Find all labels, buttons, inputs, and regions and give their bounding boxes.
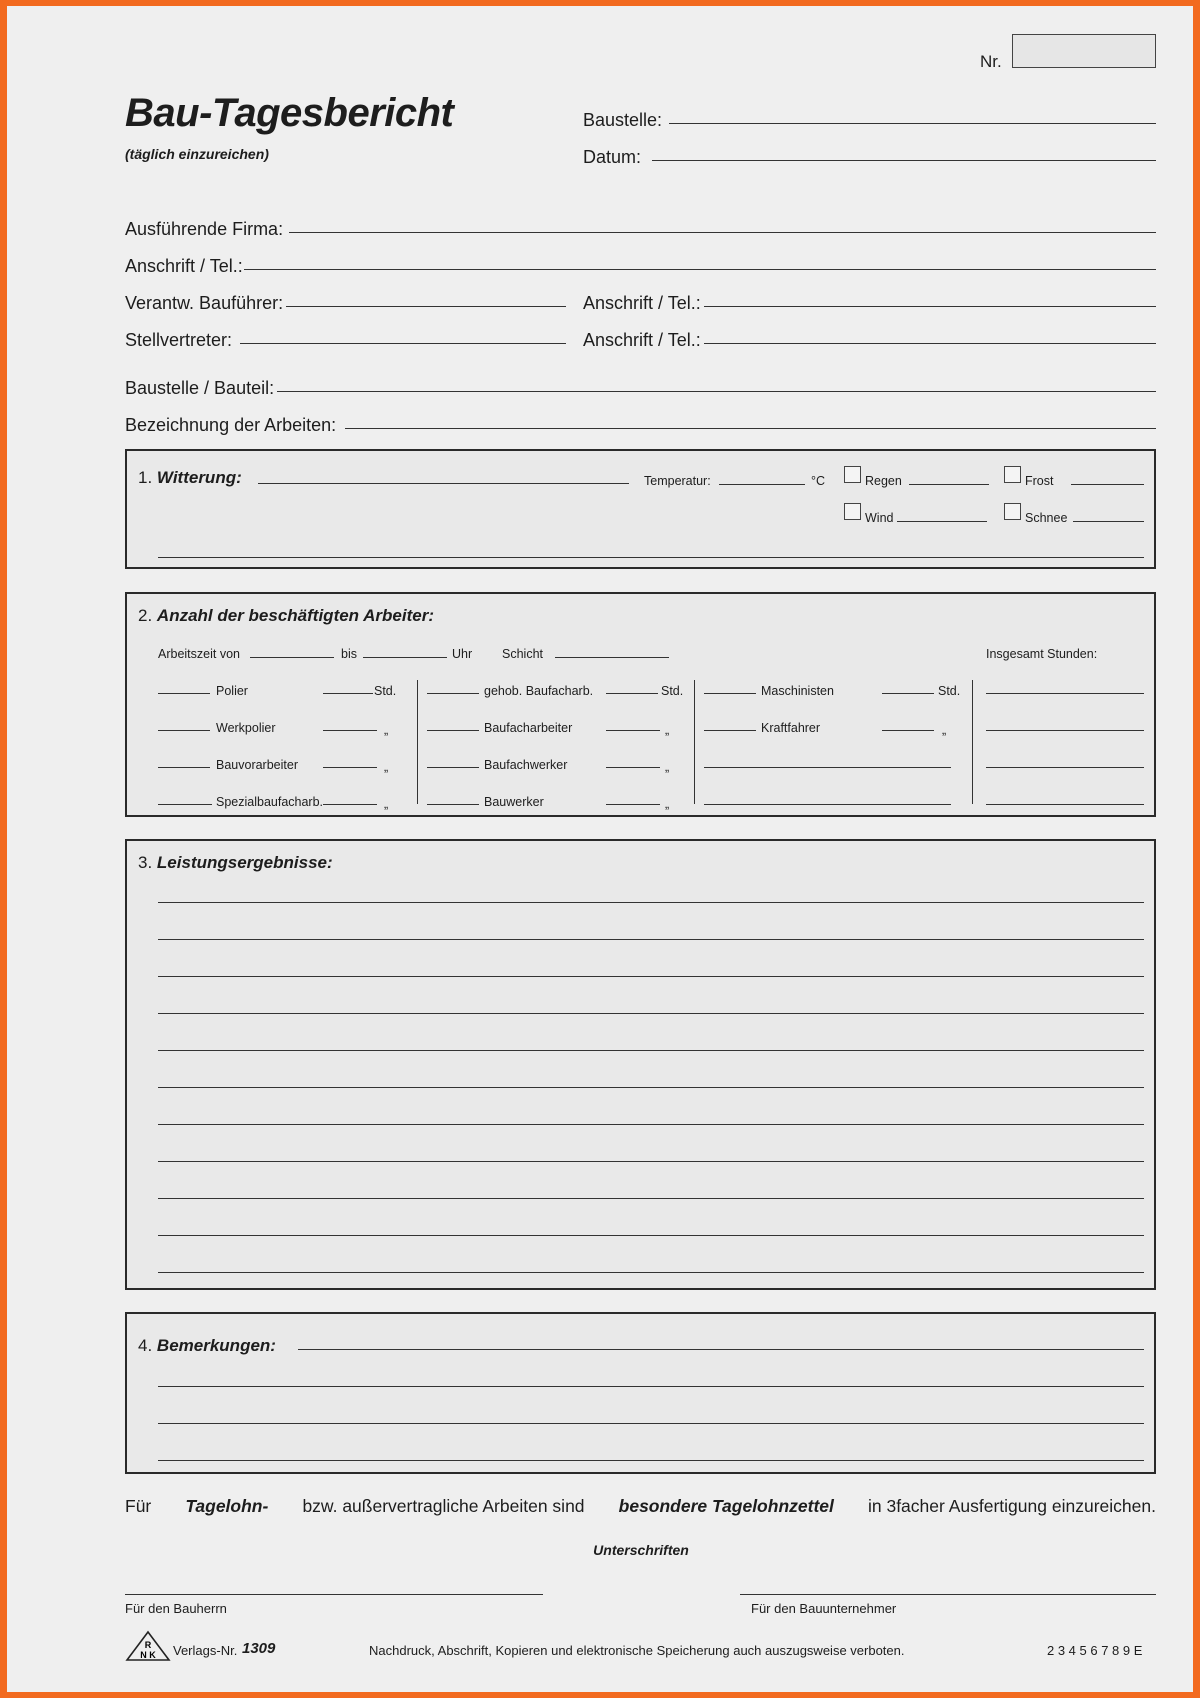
total-hours-field[interactable]: [986, 693, 1144, 694]
section-leistungsergebnisse: [125, 839, 1156, 1290]
signature-line-bauunternehmer[interactable]: [740, 1594, 1156, 1595]
std-label: Std.: [661, 684, 684, 698]
note-text: bzw. außervertragliche Arbeiten sind: [302, 1496, 585, 1516]
form-page: [7, 6, 1193, 1692]
count-field[interactable]: [158, 693, 210, 694]
std-label: Std.: [938, 684, 961, 698]
bezeichnung-label: Bezeichnung der Arbeiten:: [125, 415, 337, 435]
hours-field[interactable]: [606, 730, 660, 731]
svg-text:R: R: [144, 1640, 152, 1650]
publisher-logo: [125, 1630, 171, 1662]
bemerkungen-line[interactable]: [298, 1349, 1144, 1350]
nr-input[interactable]: [1012, 34, 1156, 68]
schnee-checkbox[interactable]: [1004, 503, 1021, 520]
note-emphasis: Tagelohn-: [185, 1496, 269, 1516]
leistung-line[interactable]: [158, 939, 1144, 940]
signatures-heading: Unterschriften: [593, 1542, 689, 1558]
firma-field[interactable]: [289, 232, 1156, 233]
section-witterung: [125, 449, 1156, 569]
arbeitszeit-bis-field[interactable]: [363, 657, 447, 658]
hours-field[interactable]: [323, 730, 377, 731]
signature-label-bauherr: Für den Bauherrn: [125, 1601, 227, 1616]
bis-label: bis: [341, 647, 357, 661]
temperatur-field[interactable]: [719, 484, 805, 485]
wind-field[interactable]: [897, 521, 987, 522]
page-title: Bau-Tagesbericht: [125, 91, 454, 135]
wind-label: Wind: [865, 511, 894, 525]
section-leistungsergebnisse-title: 3. Leistungsergebnisse:: [138, 853, 333, 872]
copyright-text: Nachdruck, Abschrift, Kopieren und elektronische Speicherung auch auszugsweise verboten.: [369, 1643, 905, 1658]
section-bemerkungen: [125, 1312, 1156, 1474]
insgesamt-label: Insgesamt Stunden:: [986, 647, 1098, 661]
worker-type-label: Maschinisten: [761, 684, 834, 698]
std-label: Std.: [374, 684, 397, 698]
total-hours-field[interactable]: [986, 767, 1144, 768]
svg-text:N K: N K: [140, 1650, 156, 1660]
frost-field[interactable]: [1071, 484, 1144, 485]
other-worker-field[interactable]: [704, 767, 951, 768]
wind-checkbox[interactable]: [844, 503, 861, 520]
stellvertreter-label: Stellvertreter:: [125, 330, 233, 350]
regen-label: Regen: [865, 474, 902, 488]
verlag-number: 1309: [242, 1640, 276, 1657]
column-divider: [972, 680, 973, 804]
note-text: Für: [125, 1496, 152, 1516]
datum-label: Datum:: [583, 147, 642, 167]
page-subtitle: (täglich einzureichen): [125, 146, 269, 162]
verlag-label: Verlags-Nr.: [173, 1643, 238, 1658]
ditto-mark: „: [665, 723, 670, 737]
baustelle-label: Baustelle:: [583, 110, 663, 130]
leistung-line[interactable]: [158, 1124, 1144, 1125]
bauteil-label: Baustelle / Bauteil:: [125, 378, 275, 398]
ditto-mark: „: [665, 760, 670, 774]
leistung-line[interactable]: [158, 1235, 1144, 1236]
leistung-line[interactable]: [158, 976, 1144, 977]
worker-type-label: Baufacharbeiter: [484, 721, 573, 735]
regen-field[interactable]: [909, 484, 989, 485]
bauteil-field[interactable]: [277, 391, 1156, 392]
signature-label-bauunternehmer: Für den Bauunternehmer: [751, 1601, 897, 1616]
schicht-label: Schicht: [502, 647, 543, 661]
temperatur-label: Temperatur:: [644, 474, 711, 488]
bauleiter-label: Verantw. Bauführer:: [125, 293, 284, 313]
arbeitszeit-von-field[interactable]: [250, 657, 334, 658]
stellvertreter-anschrift-field[interactable]: [704, 343, 1156, 344]
hours-field[interactable]: [323, 804, 377, 805]
count-field[interactable]: [427, 767, 479, 768]
total-hours-field[interactable]: [986, 730, 1144, 731]
nr-label: Nr.: [980, 52, 1002, 71]
bemerkungen-line[interactable]: [158, 1386, 1144, 1387]
count-field[interactable]: [704, 730, 756, 731]
publisher-logo-icon: [125, 1630, 171, 1662]
schnee-label: Schnee: [1025, 511, 1068, 525]
ditto-mark: „: [384, 760, 389, 774]
worker-type-label: Bauvorarbeiter: [216, 758, 298, 772]
count-field[interactable]: [158, 767, 210, 768]
product-code: 2 3 4 5 6 7 8 9 E: [1047, 1643, 1143, 1658]
section-arbeiter-title: 2. Anzahl der beschäftigten Arbeiter:: [138, 606, 435, 625]
bauleiter-field[interactable]: [286, 306, 566, 307]
section-arbeiter: [125, 592, 1156, 817]
total-hours-field[interactable]: [986, 804, 1144, 805]
uhr-label: Uhr: [452, 647, 473, 661]
regen-checkbox[interactable]: [844, 466, 861, 483]
note-text: in 3facher Ausfertigung einzureichen.: [867, 1496, 1156, 1516]
anschrift-field[interactable]: [244, 269, 1156, 270]
witterung-extra-line[interactable]: [158, 557, 1144, 558]
celsius-unit: °C: [811, 474, 826, 488]
leistung-line[interactable]: [158, 1161, 1144, 1162]
count-field[interactable]: [427, 804, 479, 805]
worker-type-label: Polier: [216, 684, 248, 698]
bauleiter-anschrift-label: Anschrift / Tel.:: [583, 293, 701, 313]
bezeichnung-field[interactable]: [345, 428, 1156, 429]
arbeitszeit-label: Arbeitszeit von: [158, 647, 240, 661]
hours-field[interactable]: [882, 730, 934, 731]
anschrift-label: Anschrift / Tel.:: [125, 256, 243, 276]
bemerkungen-line[interactable]: [158, 1423, 1144, 1424]
section-bemerkungen-title: 4. Bemerkungen:: [138, 1336, 276, 1355]
ditto-mark: „: [384, 797, 389, 811]
stellvertreter-anschrift-label: Anschrift / Tel.:: [583, 330, 701, 350]
worker-type-label: Werkpolier: [216, 721, 276, 735]
bemerkungen-line[interactable]: [158, 1460, 1144, 1461]
leistung-line[interactable]: [158, 1087, 1144, 1088]
count-field[interactable]: [158, 804, 212, 805]
hours-field[interactable]: [323, 767, 377, 768]
datum-field[interactable]: [652, 160, 1156, 161]
leistung-line[interactable]: [158, 1272, 1144, 1273]
count-field[interactable]: [704, 693, 756, 694]
hours-field[interactable]: [882, 693, 934, 694]
hours-field[interactable]: [323, 693, 373, 694]
stellvertreter-field[interactable]: [240, 343, 566, 344]
count-field[interactable]: [427, 730, 479, 731]
column-divider: [417, 680, 418, 804]
leistung-line[interactable]: [158, 1013, 1144, 1014]
count-field[interactable]: [158, 730, 210, 731]
tagelohn-note: [125, 1496, 1156, 1517]
ditto-mark: „: [665, 797, 670, 811]
column-divider: [694, 680, 695, 804]
worker-type-label: Spezialbaufacharb.: [216, 795, 324, 809]
worker-type-label: Baufachwerker: [484, 758, 568, 772]
firma-label: Ausführende Firma:: [125, 219, 284, 239]
hours-field[interactable]: [606, 767, 660, 768]
bauleiter-anschrift-field[interactable]: [704, 306, 1156, 307]
hours-field[interactable]: [606, 693, 658, 694]
frost-checkbox[interactable]: [1004, 466, 1021, 483]
signature-line-bauherr[interactable]: [125, 1594, 543, 1595]
other-worker-field[interactable]: [704, 804, 951, 805]
hours-field[interactable]: [606, 804, 660, 805]
witterung-field[interactable]: [258, 483, 629, 484]
schicht-field[interactable]: [555, 657, 669, 658]
leistung-line[interactable]: [158, 902, 1144, 903]
ditto-mark: „: [384, 723, 389, 737]
worker-type-label: gehob. Baufacharb.: [484, 684, 594, 698]
worker-type-label: Kraftfahrer: [761, 721, 821, 735]
leistung-line[interactable]: [158, 1198, 1144, 1199]
ditto-mark: „: [942, 723, 947, 737]
baustelle-field[interactable]: [669, 123, 1156, 124]
schnee-field[interactable]: [1073, 521, 1144, 522]
section-witterung-title: 1. Witterung:: [138, 468, 242, 487]
count-field[interactable]: [427, 693, 479, 694]
worker-type-label: Bauwerker: [484, 795, 544, 809]
note-emphasis: besondere Tagelohnzettel: [618, 1496, 834, 1516]
frost-label: Frost: [1025, 474, 1054, 488]
leistung-line[interactable]: [158, 1050, 1144, 1051]
